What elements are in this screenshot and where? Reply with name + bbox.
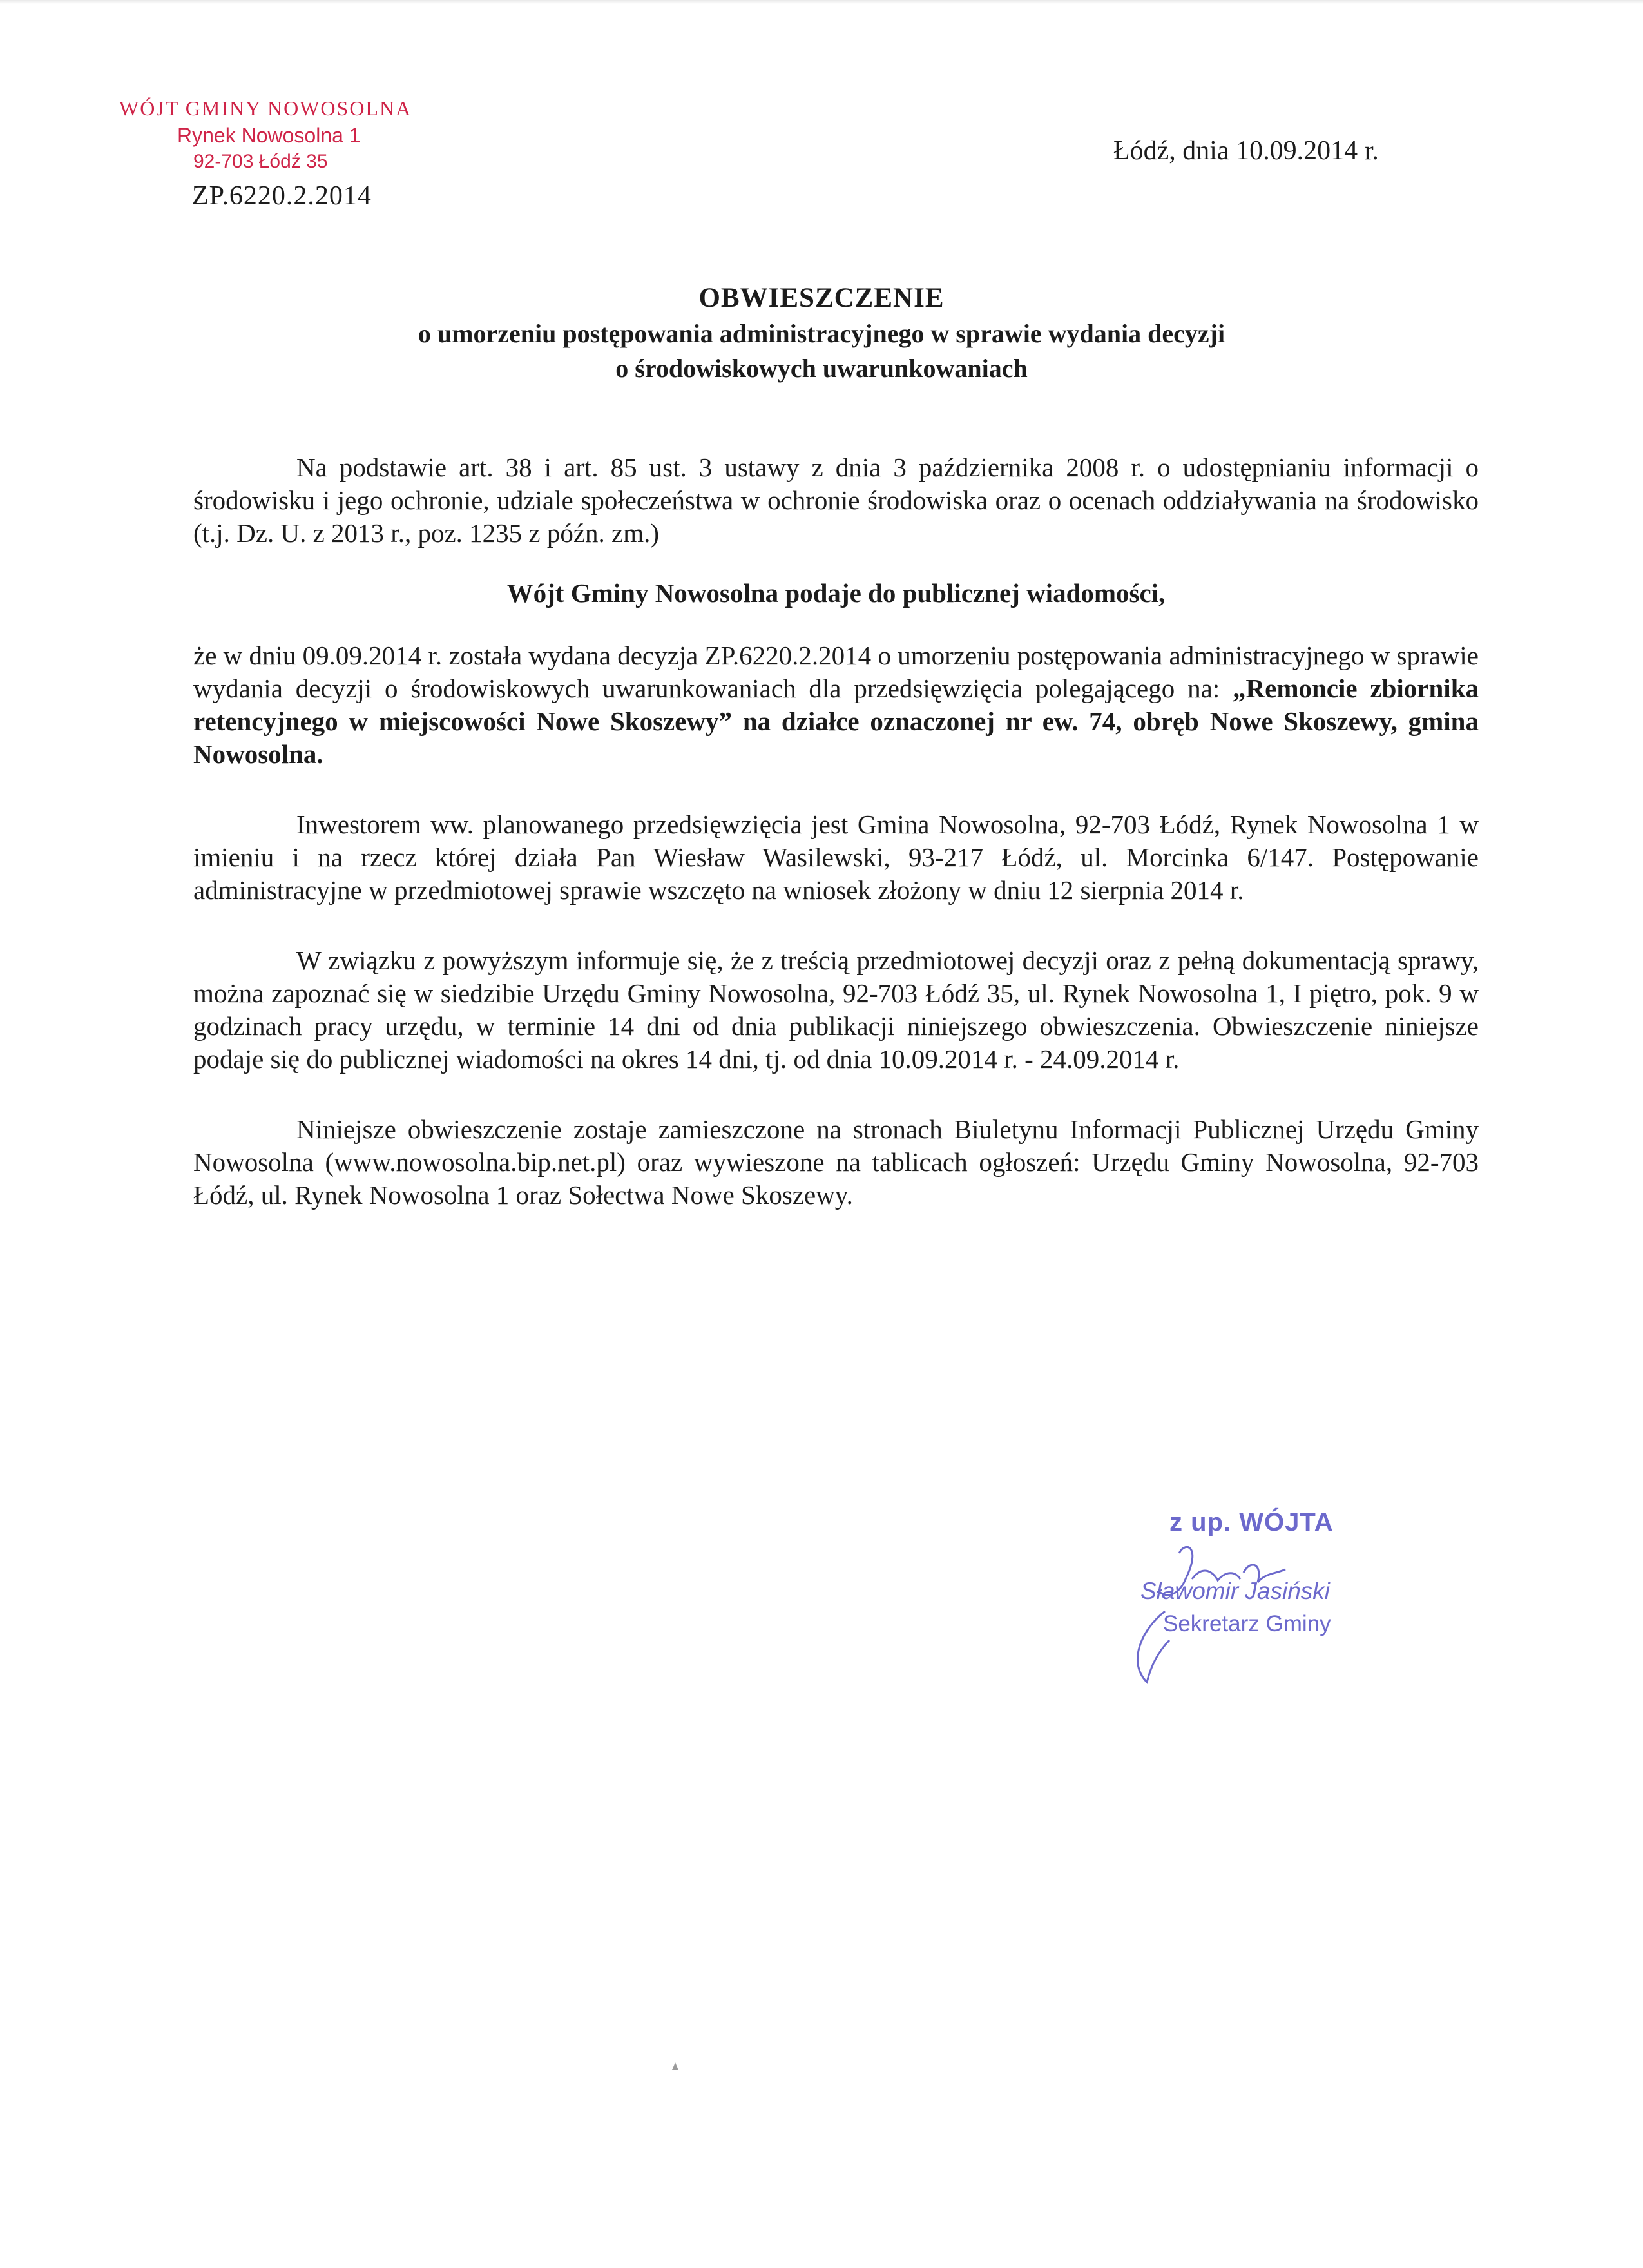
case-number: ZP.6220.2.2014 (192, 181, 372, 211)
stamp-line-office: WÓJT GMINY NOWOSOLNA (119, 97, 412, 120)
publication-paragraph: Niniejsze obwieszczenie zostaje zamieszczone na stronach Biuletynu Informacji Publicznej Urzędu Gminy Nowosolna (www.nowosolna.bip.net.pl) oraz wywieszone na tablicach ogłoszeń: Urzędu Gminy Nowosolna, 92-703 Łódź, ul. Rynek Nowosolna 1 oraz Sołectwa Nowe Skoszewy. (193, 1114, 1479, 1210)
signatory-name: Sławomir Jasiński (1140, 1578, 1331, 1604)
decision-paragraph (193, 639, 1479, 771)
decision-project-name: „Remoncie zbiornika retencyjnego w miejscowości Nowe Skoszewy” na działce oznaczonej nr ew. 74, obręb Nowe Skoszewy, gmina Nowosolna. (193, 674, 1479, 769)
document-date: Łódź, dnia 10.09.2014 r. (1113, 136, 1379, 166)
title-subject-line-1: o umorzeniu postępowania administracyjnego w sprawie wydania decyzji (418, 319, 1225, 348)
decision-text: że w dniu 09.09.2014 r. została wydana decyzja ZP.6220.2.2014 o umorzeniu postępowania administracyjnego w sprawie wydania decyzji o środowiskowych uwarunkowaniach dla przedsięwzięcia polegającego na: (193, 641, 1479, 703)
scan-artifact (672, 2062, 678, 2070)
scan-edge (0, 0, 1643, 4)
signature-authority: z up. WÓJTA (1169, 1508, 1334, 1536)
signature-stamp (1140, 1508, 1411, 1701)
announcement-heading: Wójt Gminy Nowosolna podaje do publicznej wiadomości, (506, 578, 1166, 608)
signatory-title: Sekretarz Gminy (1163, 1611, 1331, 1636)
document-title (193, 280, 1450, 386)
stamp-line-postcode: 92-703 Łódź 35 (193, 151, 328, 172)
stamp-line-street: Rynek Nowosolna 1 (177, 124, 361, 147)
title-subject-line-2: o środowiskowych uwarunkowaniach (615, 354, 1028, 383)
document-body (193, 451, 1479, 1212)
legal-basis-paragraph: Na podstawie art. 38 i art. 85 ust. 3 ustawy z dnia 3 października 2008 r. o udostępnianiu informacji o środowisku i jego ochronie, udziale społeczeństwa w ochronie środowiska oraz o ocenach oddziaływania na środowisko (t.j. Dz. U. z 2013 r., poz. 1235 z późn. zm.) (193, 452, 1479, 548)
title-main: OBWIESZCZENIE (698, 283, 945, 313)
investor-paragraph: Inwestorem ww. planowanego przedsięwzięcia jest Gmina Nowosolna, 92-703 Łódź, Rynek Nowosolna 1 w imieniu i na rzecz której działa Pan Wiesław Wasilewski, 93-217 Łódź, ul. Morcinka 6/147. Postępowanie administracyjne w przedmiotowej sprawie wszczęto na wniosek złożony w dniu 12 sierpnia 2014 r. (193, 809, 1479, 905)
inspection-paragraph: W związku z powyższym informuje się, że z treścią przedmiotowej decyzji oraz z pełną dokumentacją sprawy, można zapoznać się w siedzibie Urzędu Gminy Nowosolna, 92-703 Łódź 35, ul. Rynek Nowosolna 1, I piętro, pok. 9 w godzinach pracy urzędu, w terminie 14 dni od dnia publikacji niniejszego obwieszczenia. Obwieszczenie niniejsze podaje się do publicznej wiadomości na okres 14 dni, tj. od dnia 10.09.2014 r. - 24.09.2014 r. (193, 945, 1479, 1074)
